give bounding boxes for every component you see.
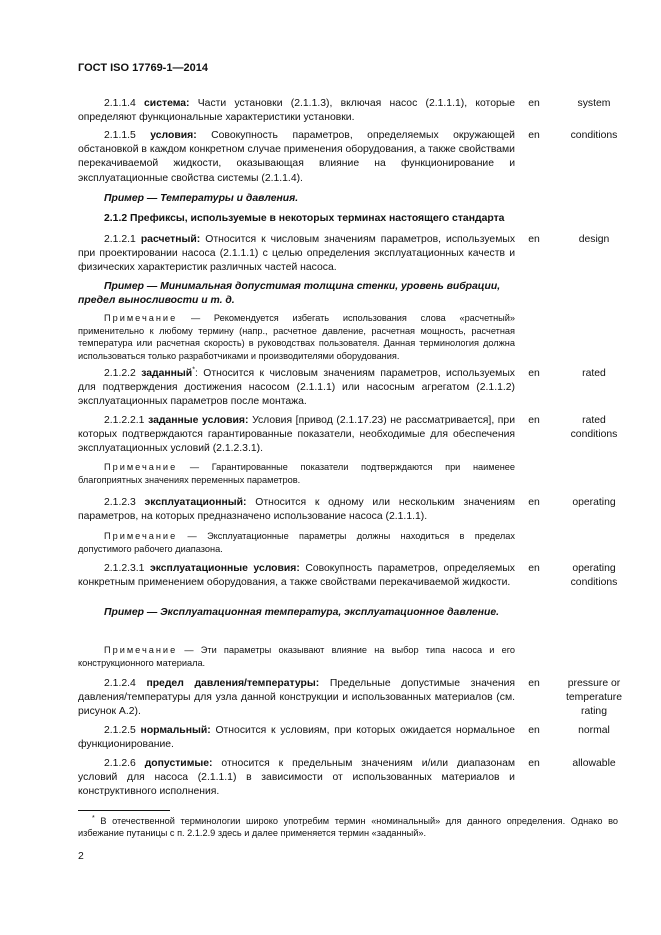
example-text: Пример — Эксплуатационная температура, эксплуатационное давление. (104, 607, 499, 618)
term-name: заданный (141, 368, 193, 379)
term-definition: Условия [привод (2.1.17.23) не рассматривается], при которых подтверждаются гарантированные показатели, необходимые для обеспечения эксплуатационных условий (2.1.2.3.1). (78, 415, 516, 455)
lang-code: en (528, 98, 540, 109)
term-name: расчетный: (140, 234, 201, 245)
term-definition: : Относится к числовым значениям параметров, используемых для подтверждения достижения насосом (2.1.1.1) или насосным агрегатом (2.1.1.2) эксплуатационных параметров после монтажа. (78, 368, 515, 408)
term-number: 2.1.2.4 (104, 678, 136, 689)
english-term: operating (572, 497, 616, 508)
note-text: — Рекомендуется избегать использования слова «расчетный» применительно к любому термину (напр., расчетное давление, расчетная мощность, расчетная температура или расчетная скорость) в руководствах пользователя. Данная терминология должна использоваться только разработчиками и производителями оборудования. (78, 313, 515, 361)
term-number: 2.1.1.5 (104, 130, 136, 141)
example-text: Пример — Температуры и давления. (104, 193, 299, 204)
footnote-mark: * (192, 366, 195, 374)
footnote-text: В отечественной терминологии широко употребим термин «номинальный» для данного определения. Однако во избежание путаницы с п. 2.1.2.9 здесь и далее применяется термин «заданный». (78, 816, 618, 839)
note-label: Примечание (104, 531, 178, 541)
term-entry-2-1-2-2 (78, 367, 515, 410)
term-entry-2-1-2-3-1 (78, 562, 515, 590)
term-number: 2.1.2.1 (104, 234, 136, 245)
note-text: — Эксплуатационные параметры должны находиться в пределах допустимого рабочего диапазона. (78, 531, 515, 554)
term-name: эксплуатационные условия: (149, 563, 300, 574)
term-definition: относится к предельным значениям и/или диапазонам условий для насоса (2.1.1.1) в зависимости от использованных материалов и конструктивного исполнения. (78, 758, 516, 798)
english-term: allowable (572, 758, 616, 769)
term-number: 2.1.2.2.1 (104, 415, 145, 426)
english-term: rated (582, 368, 606, 379)
term-number: 2.1.2.5 (104, 725, 136, 736)
term-definition: Предельные допустимые значения давления/температуры для узла данной конструкции и использованных материалов (см. рисунок А.2). (78, 678, 516, 718)
english-term: rated conditions (570, 415, 618, 441)
note-block (78, 644, 515, 669)
note-text: — Эти параметры оказывают влияние на выбор типа насоса и его конструкционного материала. (78, 645, 515, 668)
lang-code: en (528, 678, 540, 689)
term-entry-2-1-1-4 (78, 97, 515, 125)
term-definition: Относится к условиям, при которых ожидается нормальное функционирование. (78, 725, 516, 751)
example-text: Пример — Минимальная допустимая толщина стенки, уровень вибрации, предел выносливости и т. д. (78, 281, 501, 307)
term-definition: Относится к числовым значениям параметров, используемых при проектировании насоса (2.1.1.1) с целью определения эксплуатационных качеств и физических характеристик различных частей насоса. (78, 234, 516, 274)
lang-code: en (528, 368, 540, 379)
english-term: system (577, 98, 611, 109)
term-entry-2-1-2-1 (78, 233, 515, 276)
term-name: система: (144, 98, 190, 109)
term-entry-2-1-2-6 (78, 757, 515, 800)
lang-code: en (528, 758, 540, 769)
lang-code: en (528, 234, 540, 245)
term-number: 2.1.2.3.1 (104, 563, 145, 574)
term-name: заданные условия: (148, 415, 249, 426)
term-definition: Совокупность параметров, определяемых конкретным применением оборудования, а также свойствами перекачиваемой жидкости. (78, 563, 515, 589)
term-name: допустимые: (144, 758, 213, 769)
footnote-mark: * (92, 814, 95, 822)
lang-code: en (528, 725, 540, 736)
note-block (78, 312, 515, 362)
term-number: 2.1.2.3 (104, 497, 136, 508)
footnote (78, 815, 618, 840)
english-term: conditions (570, 130, 618, 141)
term-number: 2.1.2.6 (104, 758, 136, 769)
lang-code: en (528, 497, 540, 508)
term-number: 2.1.2.2 (104, 368, 136, 379)
lang-code: en (528, 130, 540, 141)
term-entry-2-1-1-5 (78, 129, 515, 186)
term-name: эксплуатационный: (144, 497, 247, 508)
note-label: Примечание (104, 313, 178, 323)
note-block (78, 461, 515, 486)
lang-code: en (528, 563, 540, 574)
note-label: Примечание (104, 645, 178, 655)
english-term: design (578, 234, 610, 245)
term-definition: Части установки (2.1.1.3), включая насос (2.1.1.1), которые определяют функциональные характеристики установки. (78, 98, 516, 124)
term-definition: Относится к одному или нескольким значениям параметров, на которых предназначено использование насоса (2.1.1.1). (78, 497, 515, 523)
term-number: 2.1.1.4 (104, 98, 136, 109)
term-definition: Совокупность параметров, определяемых окружающей обстановкой в каждом конкретном случае применения оборудования, а также свойствами перекачиваемой жидкости, оказывающая влияние на функционирование и эксплуатационные свойства системы (2.1.1.4). (78, 130, 515, 184)
term-name: предел давления/температуры: (146, 678, 320, 689)
note-text: — Гарантированные показатели подтверждаются при наименее благоприятных значениях переменных параметров. (78, 462, 515, 485)
term-name: нормальный: (140, 725, 211, 736)
english-term: normal (578, 725, 610, 736)
note-label: Примечание (104, 462, 178, 472)
term-entry-2-1-2-3 (78, 496, 515, 524)
note-block (78, 530, 515, 555)
footnote-divider (78, 810, 170, 811)
term-name: условия: (150, 130, 197, 141)
page-number: 2 (78, 851, 84, 862)
lang-code: en (528, 415, 540, 426)
term-entry-2-1-2-2-1 (78, 414, 515, 457)
term-entry-2-1-2-4 (78, 677, 515, 720)
document-code: ГОСТ ISO 17769-1—2014 (78, 62, 208, 74)
english-term: operating conditions (570, 563, 618, 589)
term-entry-2-1-2-5 (78, 724, 515, 752)
english-term: pressure or temperature rating (565, 678, 623, 718)
section-heading: 2.1.2 Префиксы, используемые в некоторых терминах настоящего стандарта (104, 213, 505, 224)
